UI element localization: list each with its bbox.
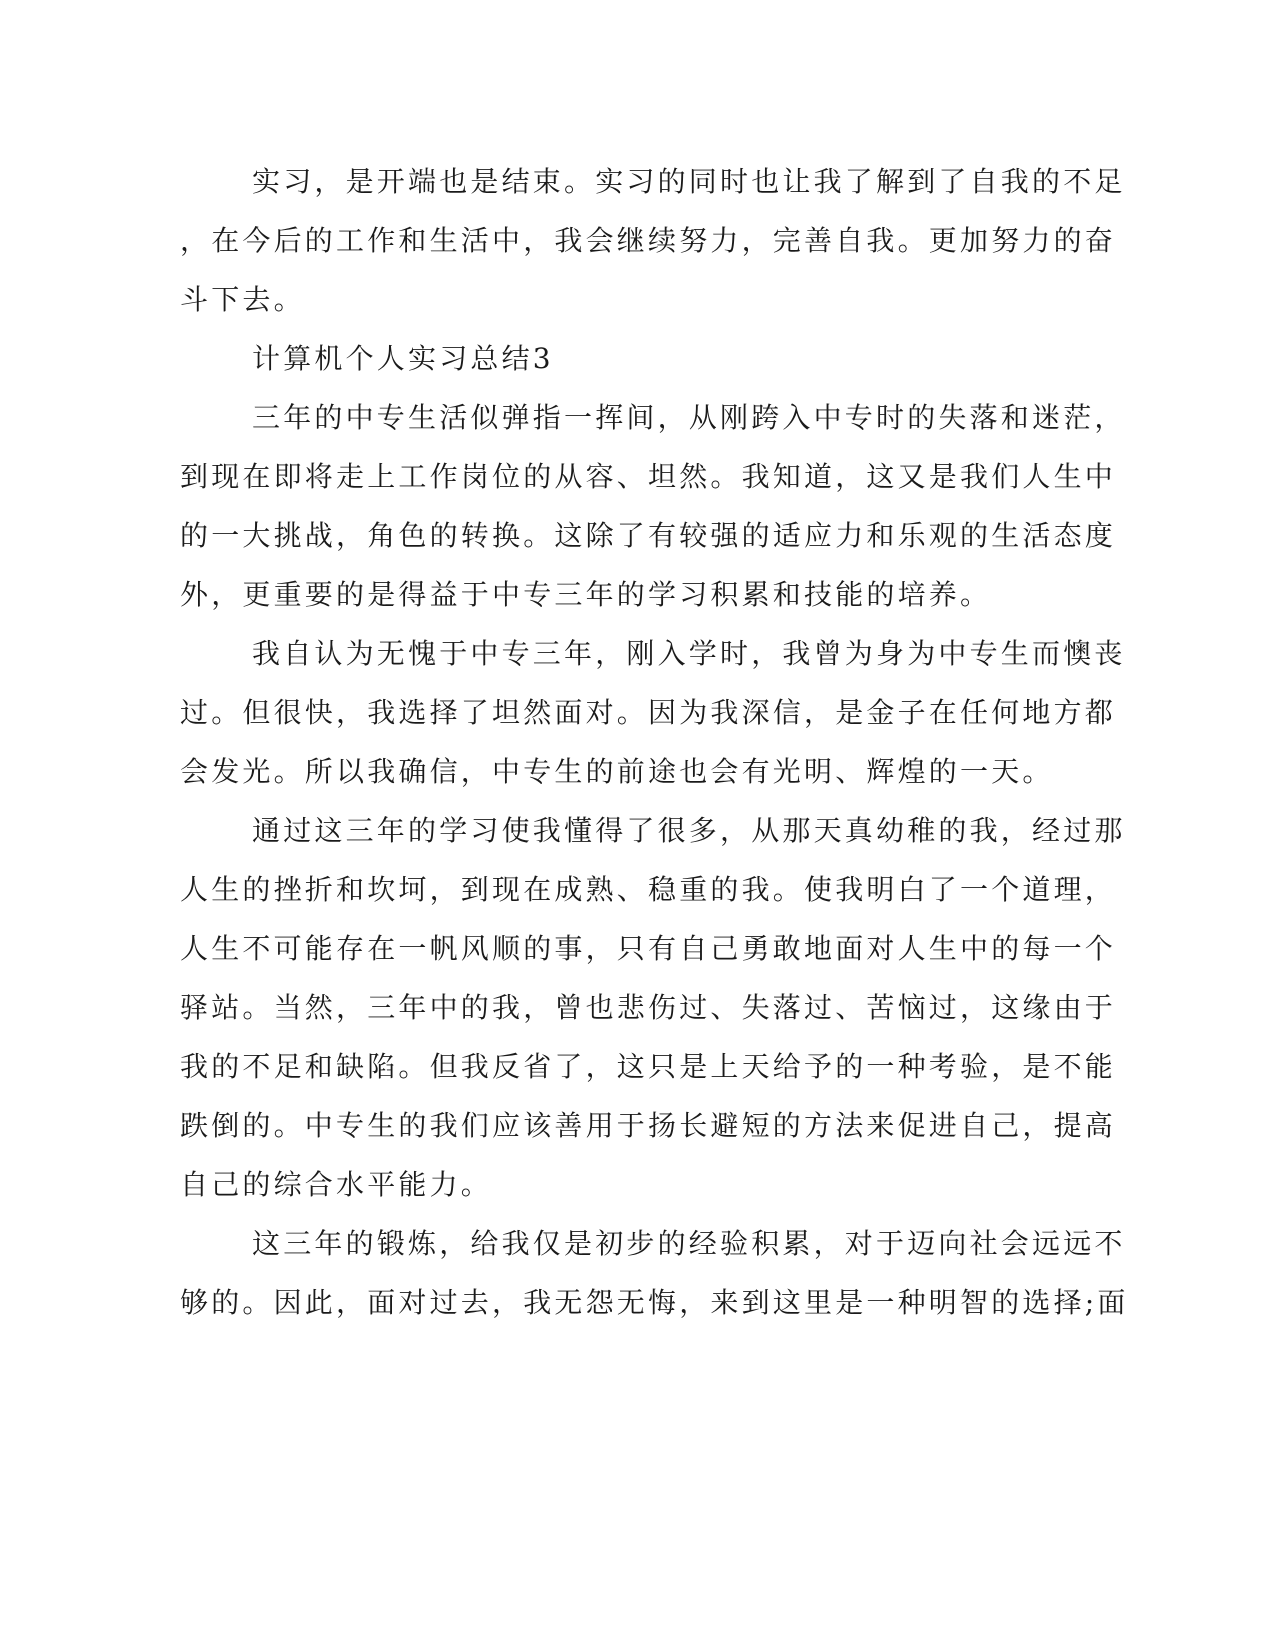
text-line: 人生的挫折和坎坷，到现在成熟、稳重的我。使我明白了一个道理， bbox=[180, 873, 1117, 906]
text-line: ，在今后的工作和生活中，我会继续努力，完善自我。更加努力的奋 bbox=[180, 224, 1117, 257]
text-line: 斗下去。 bbox=[180, 283, 305, 316]
text-line: 跌倒的。中专生的我们应该善用于扬长避短的方法来促进自己，提高 bbox=[180, 1109, 1117, 1142]
text-line: 会发光。所以我确信，中专生的前途也会有光明、辉煌的一天。 bbox=[180, 755, 1054, 788]
text-line: 实习，是开端也是结束。实习的同时也让我了解到了自我的不足 bbox=[252, 165, 1126, 198]
text-line: 驿站。当然，三年中的我，曾也悲伤过、失落过、苦恼过，这缘由于 bbox=[180, 991, 1117, 1024]
text-line: 自己的综合水平能力。 bbox=[180, 1168, 493, 1201]
text-line: 的一大挑战，角色的转换。这除了有较强的适应力和乐观的生活态度 bbox=[180, 519, 1117, 552]
text-line: 我的不足和缺陷。但我反省了，这只是上天给予的一种考验，是不能 bbox=[180, 1050, 1117, 1083]
text-line: 外，更重要的是得益于中专三年的学习积累和技能的培养。 bbox=[180, 578, 992, 611]
text-line: 人生不可能存在一帆风顺的事，只有自己勇敢地面对人生中的每一个 bbox=[180, 932, 1117, 965]
section-heading: 计算机个人实习总结3 bbox=[252, 342, 554, 375]
text-line: 三年的中专生活似弹指一挥间，从刚跨入中专时的失落和迷茫， bbox=[252, 401, 1126, 434]
text-line: 到现在即将走上工作岗位的从容、坦然。我知道，这又是我们人生中 bbox=[180, 460, 1117, 493]
text-line: 够的。因此，面对过去，我无怨无悔，来到这里是一种明智的选择;面 bbox=[180, 1286, 1129, 1319]
text-line: 过。但很快，我选择了坦然面对。因为我深信，是金子在任何地方都 bbox=[180, 696, 1117, 729]
text-line: 通过这三年的学习使我懂得了很多，从那天真幼稚的我，经过那 bbox=[252, 814, 1126, 847]
text-line: 我自认为无愧于中专三年，刚入学时，我曾为身为中专生而懊丧 bbox=[252, 637, 1126, 670]
text-line: 这三年的锻炼，给我仅是初步的经验积累，对于迈向社会远远不 bbox=[252, 1227, 1126, 1260]
